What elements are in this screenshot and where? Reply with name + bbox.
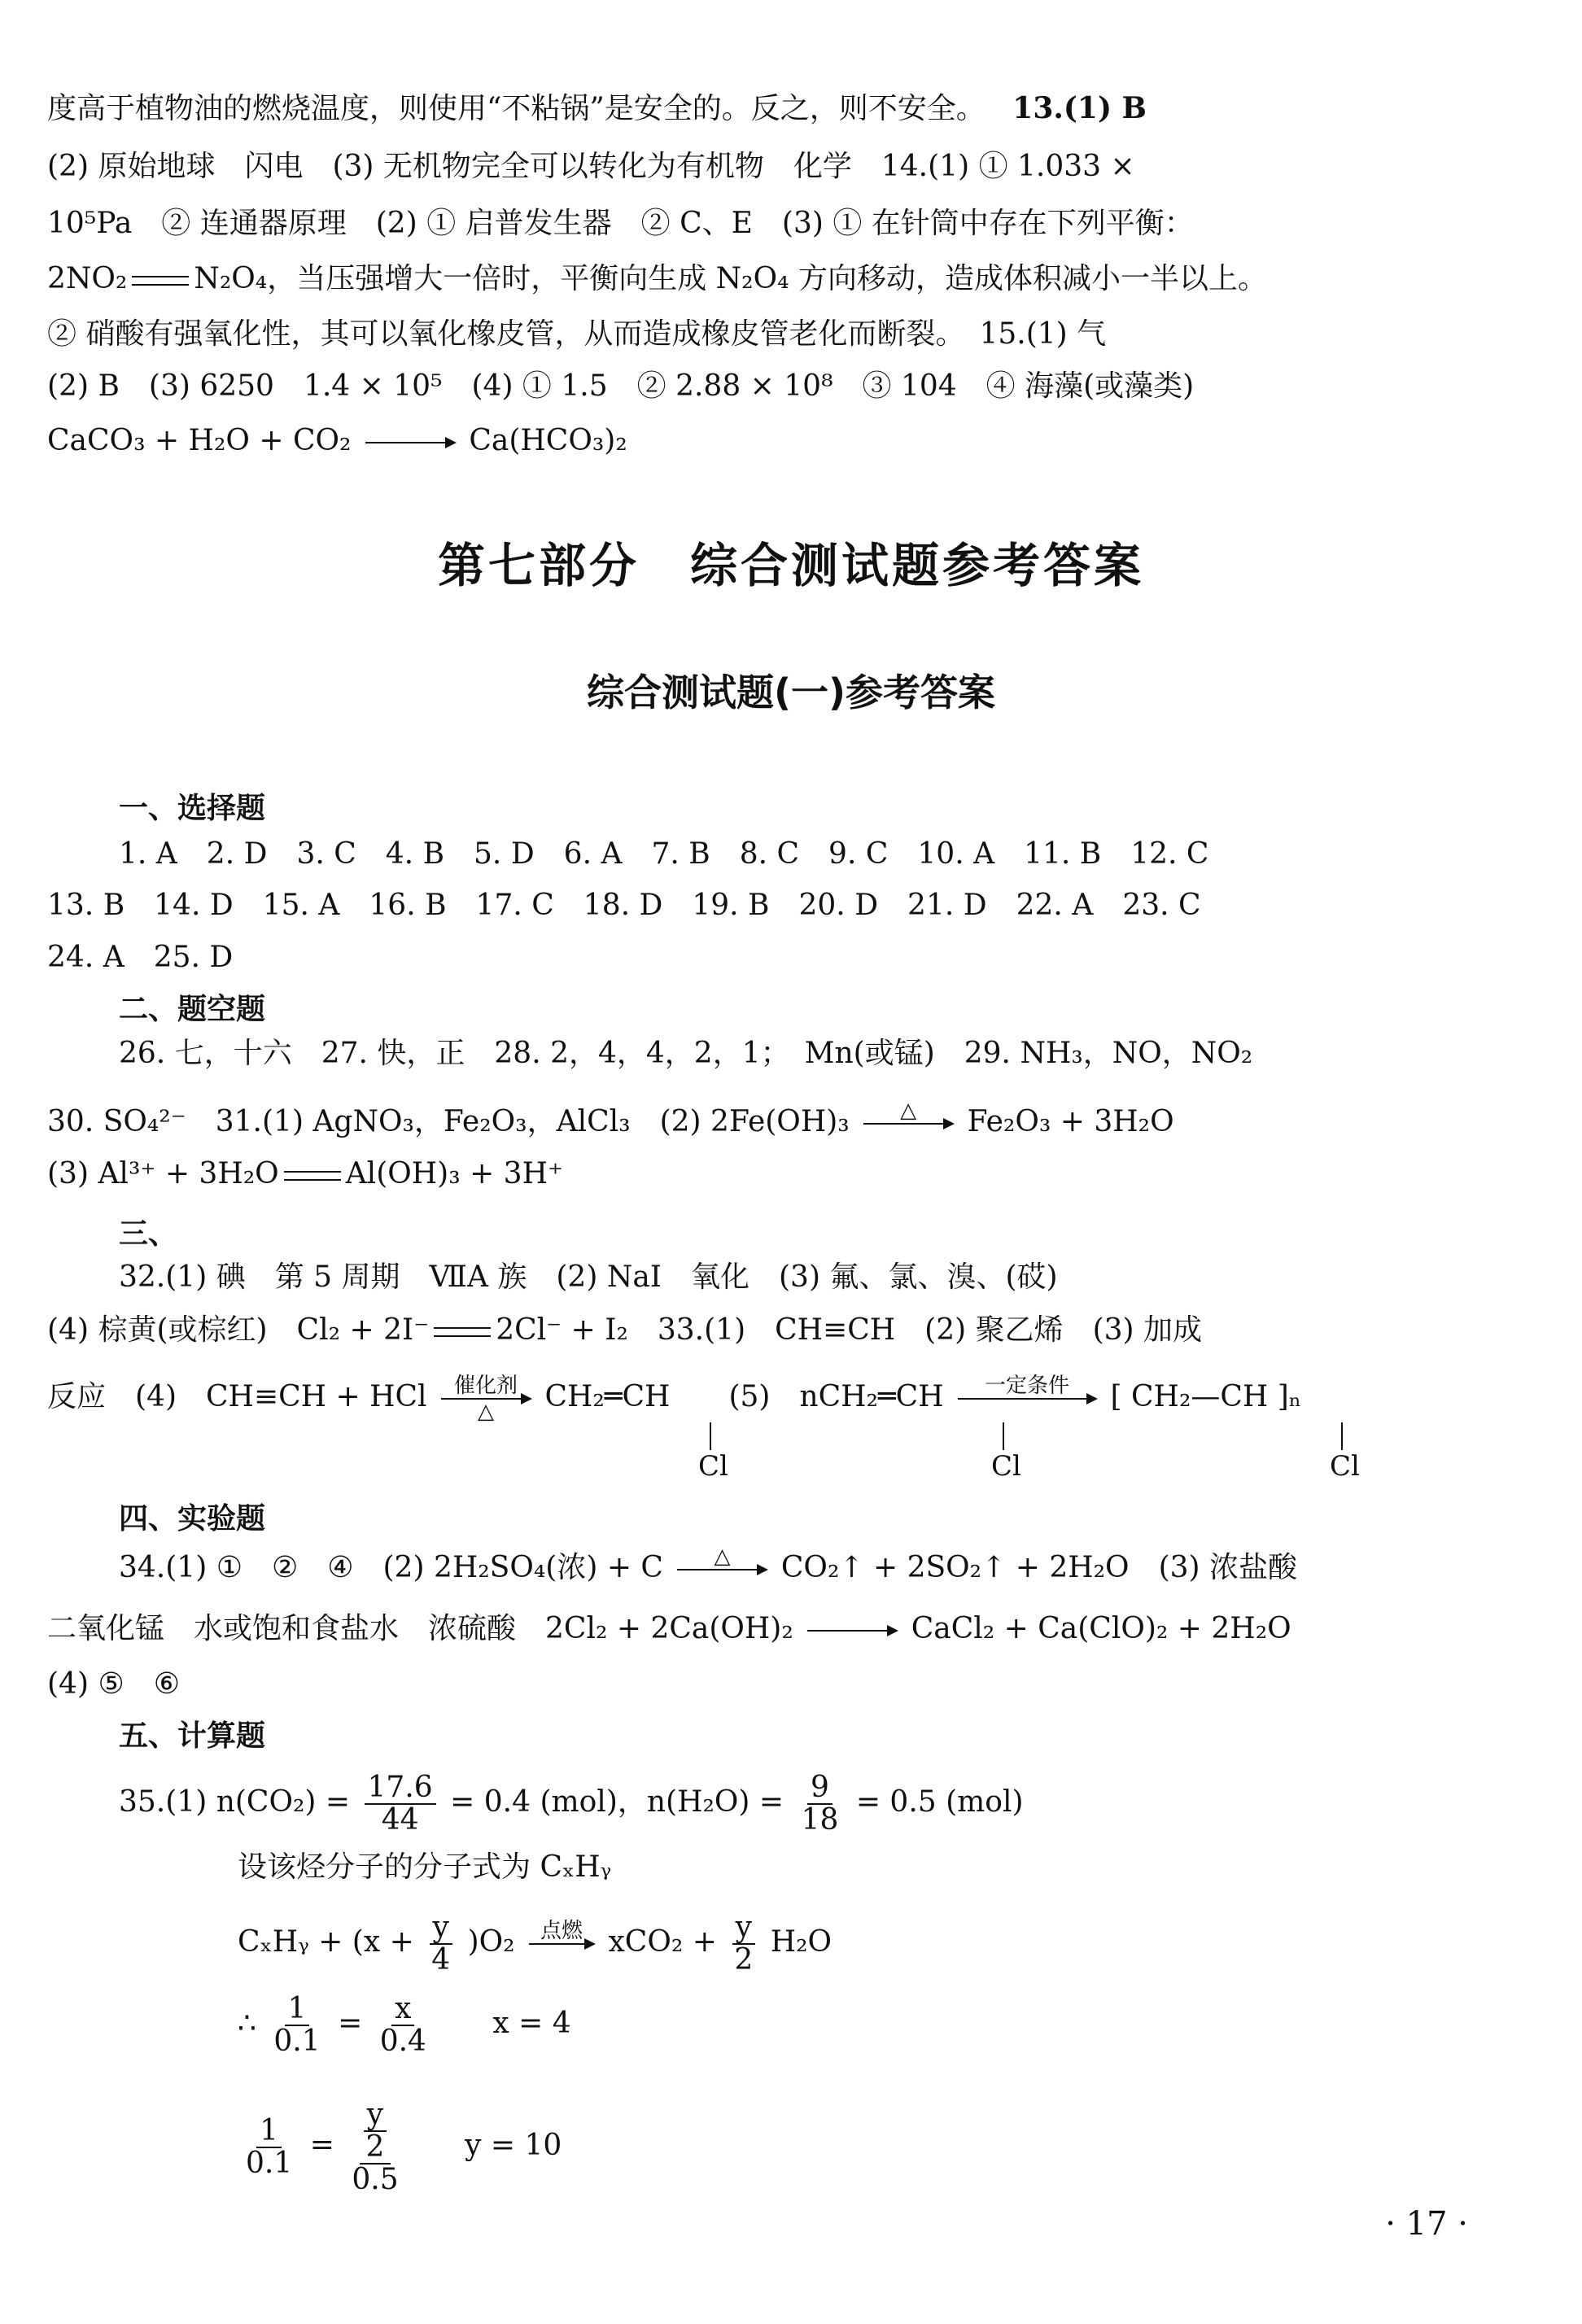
- formula-segment: CaCl₂ + Ca(ClO)₂ + 2H₂O: [911, 1612, 1291, 1645]
- equilibrium-sign: [434, 1327, 491, 1337]
- calc-line: [238, 1994, 1582, 2057]
- answer-row: [47, 1100, 1431, 1147]
- fraction: $\frac{x}{0.4}$: [379, 1992, 426, 2058]
- fraction: $\frac{y}{4}$: [428, 1912, 453, 1976]
- equals-sign: =: [309, 2128, 334, 2162]
- formula-segment: 反应 (4) CH≡CH + HCl: [47, 1380, 427, 1413]
- formula-segment: CaCO₃ + H₂O + CO₂: [47, 424, 352, 457]
- formula-segment: Al(OH)₃ + 3H⁺: [345, 1157, 563, 1190]
- calc-line: [119, 1772, 1502, 1836]
- text-line: [47, 419, 1431, 466]
- text-segment: 13.(1) B: [1012, 91, 1147, 125]
- answer-row: (4) ⑤ ⑥: [47, 1667, 180, 1701]
- answer-row: [47, 1375, 1561, 1422]
- reaction-condition: △: [714, 1544, 731, 1569]
- text-segment: 30. SO₄²⁻ 31.(1) AgNO₃，Fe₂O₃，AlCl₃ (2) 2Fe(OH)₃: [47, 1105, 850, 1138]
- calc-line: [238, 2099, 1582, 2195]
- fraction: $\frac{1}{0.1}$: [246, 2113, 293, 2180]
- equals-sign: =: [338, 2006, 363, 2040]
- result-text: x = 4: [492, 2006, 571, 2040]
- formula-segment: n(CO₂) =: [216, 1784, 351, 1819]
- answer-row: [119, 1546, 1502, 1593]
- fraction: $\frac{1}{0.1}$: [273, 1992, 321, 2058]
- text-line: (2) 原始地球 闪电 (3) 无机物完全可以转化为有机物 化学 14.(1) ① 1.033 ×: [47, 150, 1135, 183]
- fraction: $\frac{\frac{y}{2}}{0.5}$: [352, 2098, 399, 2196]
- answer-row: 24. A 25. D: [47, 941, 234, 974]
- section-heading: 四、实验题: [119, 1502, 266, 1536]
- nested-fraction: $\frac{y}{2}$: [363, 2099, 388, 2163]
- answer-row: [47, 1310, 1431, 1351]
- reaction-condition: △: [478, 1400, 494, 1424]
- text-segment: 2Cl⁻ + I₂ 33.(1) CH≡CH (2) 聚乙烯 (3) 加成: [496, 1313, 1203, 1347]
- formula-segment: = 0.5 (mol): [855, 1784, 1024, 1819]
- answer-row: 13. B 14. D 15. A 16. B 17. C 18. D 19. B 20. D 21. D 22. A 23. C: [47, 889, 1201, 922]
- calc-line: 设该烃分子的分子式为 CₓHᵧ: [238, 1850, 612, 1884]
- substituent-label: Cl: [991, 1450, 1021, 1483]
- reaction-condition: 一定条件: [985, 1374, 1070, 1398]
- result-text: y = 10: [465, 2128, 562, 2162]
- text-segment: Fe₂O₃ + 3H₂O: [967, 1105, 1174, 1138]
- reaction-condition: 催化剂: [453, 1374, 518, 1398]
- reaction-arrow: [863, 1100, 953, 1147]
- formula-segment: )O₂: [467, 1924, 515, 1959]
- text-line: (2) B (3) 6250 1.4 × 10⁵ (4) ① 1.5 ② 2.88 × 10⁸ ③ 104 ④ 海藻(或藻类): [47, 369, 1195, 403]
- text-line: 10⁵Pa ② 连通器原理 (2) ① 启普发生器 ② C、E (3) ① 在针筒中存在下列平衡：: [47, 207, 1194, 240]
- text-line: ② 硝酸有强氧化性，其可以氧化橡皮管，从而造成橡皮管老化而断裂。 15.(1) 气: [47, 317, 1107, 351]
- reaction-arrow: [441, 1375, 531, 1422]
- formula-segment: 34.(1) ① ② ④ (2) 2H₂SO₄(浓) + C: [119, 1551, 663, 1584]
- formula-segment: CH₂═CH (5) nCH₂═CH: [544, 1380, 944, 1413]
- calc-line: [238, 1912, 1582, 1976]
- fraction: $\frac{y}{2}$: [731, 1912, 756, 1976]
- section-heading: 二、题空题: [119, 993, 266, 1026]
- formula-segment: (3) Al³⁺ + 3H₂O: [47, 1157, 279, 1190]
- text-line: [47, 259, 1431, 299]
- test-title: 综合测试题(一)参考答案: [586, 671, 996, 714]
- answer-row: 32.(1) 碘 第 5 周期 ⅦA 族 (2) NaI 氧化 (3) 氟、氯、溴、(砹): [119, 1260, 1058, 1294]
- question-label: 35.(1): [119, 1784, 208, 1819]
- text-segment: N₂O₄，当压强增大一倍时，平衡向生成 N₂O₄ 方向移动，造成体积减小一半以上。: [194, 262, 1268, 295]
- reaction-arrow: [365, 419, 455, 466]
- formula-segment: 二氧化锰 水或饱和食盐水 浓硫酸 2Cl₂ + 2Ca(OH)₂: [47, 1612, 793, 1645]
- section-heading: 五、计算题: [119, 1719, 266, 1753]
- answer-row: 1. A 2. D 3. C 4. B 5. D 6. A 7. B 8. C 9. C 10. A 11. B 12. C: [119, 837, 1209, 871]
- formula-segment: H₂O: [770, 1924, 833, 1959]
- therefore-sign: ∴: [238, 2006, 256, 2040]
- formula-segment: 2NO₂: [47, 262, 128, 295]
- formula-segment: [ CH₂—CH ]ₙ: [1110, 1380, 1302, 1413]
- reaction-arrow: [529, 1920, 594, 1968]
- text-line: [47, 88, 1431, 129]
- page-number: · 17 ·: [1385, 2205, 1468, 2243]
- equilibrium-sign: [284, 1171, 341, 1181]
- reaction-condition: 点燃: [540, 1918, 583, 1943]
- bond-line: [1003, 1422, 1004, 1450]
- substituent-label: Cl: [698, 1450, 728, 1483]
- formula-segment: Ca(HCO₃)₂: [469, 424, 627, 457]
- section-heading: 一、选择题: [119, 792, 266, 825]
- fraction: $\frac{9}{18}$: [801, 1771, 839, 1837]
- reaction-arrow: [807, 1607, 897, 1654]
- formula-segment: CₓHᵧ + (x +: [238, 1924, 414, 1959]
- substituent-label: Cl: [1330, 1450, 1360, 1483]
- text-segment: 度高于植物油的燃烧温度，则使用“不粘锅”是安全的。反之，则不安全。: [47, 92, 985, 125]
- equilibrium-sign: [132, 276, 189, 286]
- formula-segment: xCO₂ +: [608, 1924, 717, 1959]
- formula-segment: = 0.4 (mol)，n(H₂O) =: [450, 1784, 784, 1819]
- section-heading: 三、: [119, 1217, 178, 1251]
- answer-row: 26. 七，十六 27. 快，正 28. 2，4，4，2，1； Mn(或锰) 29. NH₃，NO，NO₂: [119, 1037, 1253, 1070]
- formula-segment: (4) 棕黄(或棕红) Cl₂ + 2I⁻: [47, 1313, 430, 1347]
- fraction: $\frac{17.6}{44}$: [365, 1772, 436, 1836]
- bond-line: [1341, 1422, 1343, 1450]
- reaction-arrow: [958, 1375, 1096, 1422]
- text-segment: CO₂↑ + 2SO₂↑ + 2H₂O (3) 浓盐酸: [780, 1551, 1298, 1584]
- reaction-arrow: [677, 1546, 767, 1593]
- part-title: 第七部分 综合测试题参考答案: [437, 538, 1144, 593]
- answer-row: [47, 1607, 1431, 1654]
- answer-row: [47, 1154, 1431, 1195]
- reaction-condition: △: [900, 1099, 917, 1123]
- bond-line: [710, 1422, 711, 1450]
